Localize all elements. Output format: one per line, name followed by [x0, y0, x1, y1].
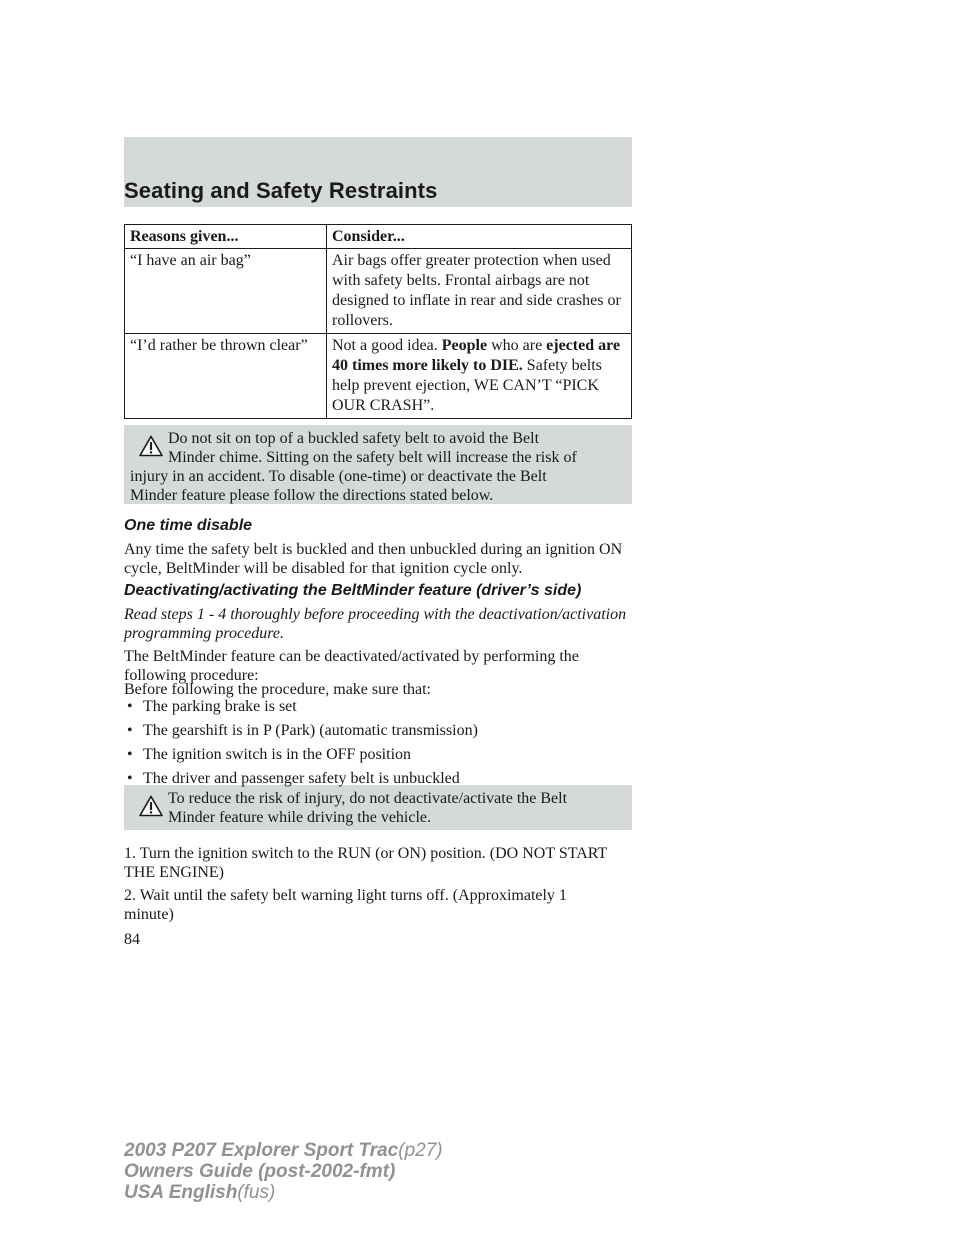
footer-line: USA English [124, 1182, 238, 1203]
list-item-text: The ignition switch is in the OFF position [143, 746, 412, 763]
footer-line: Owners Guide (post-2002-fmt) [124, 1161, 396, 1182]
consider-text: who are [487, 337, 547, 354]
bullet-glyph: • [127, 746, 133, 763]
warning-triangle-icon [139, 435, 163, 457]
warning-triangle-icon [139, 795, 163, 817]
consider-emphasis: ejected are 40 times more likely to DIE. [332, 337, 621, 374]
reasons-table [124, 224, 632, 419]
warning-line: Minder chime. Sitting on the safety belt will increase the risk of [168, 449, 577, 466]
warning-text [124, 429, 632, 505]
warning-line: injury in an accident. To disable (one-time) or deactivate the Belt [130, 468, 547, 485]
list-item [127, 721, 478, 740]
bullet-glyph: • [127, 722, 133, 739]
heading-deactivating: Deactivating/activating the BeltMinder feature (driver’s side) [124, 582, 582, 599]
consider-text: Safety belts help prevent ejection, WE CAN’T “PICK OUR CRASH”. [332, 357, 602, 414]
warning-line: To reduce the risk of injury, do not deactivate/activate the Belt [168, 790, 568, 807]
table-row [125, 249, 632, 334]
list-item-text: The parking brake is set [143, 698, 297, 715]
paragraph-procedure: The BeltMinder feature can be deactivated/activated by performing the following procedure: [124, 648, 579, 684]
step-item: 1. Turn the ignition switch to the RUN (or ON) position. (DO NOT START THE ENGINE) [124, 845, 607, 881]
warning-line: Minder feature please follow the directions stated below. [130, 487, 494, 504]
table-header-reasons: Reasons given... [125, 225, 327, 249]
footer-code: (p27) [398, 1140, 443, 1161]
list-item-text: The gearshift is in P (Park) (automatic transmission) [143, 722, 478, 739]
heading-one-time-disable: One time disable [124, 517, 253, 534]
list-item [127, 745, 411, 764]
page-number: 84 [124, 931, 140, 948]
footer-line: 2003 P207 Explorer Sport Trac [124, 1140, 399, 1161]
table-cell-consider [327, 334, 632, 419]
warning-text [124, 789, 632, 827]
step-item: 2. Wait until the safety belt warning light turns off. (Approximately 1 minute) [124, 887, 567, 923]
section-title: Seating and Safety Restraints [124, 178, 438, 203]
table-header-consider: Consider... [327, 225, 632, 249]
table-header-row [125, 225, 632, 249]
consider-text: Not a good idea. [332, 337, 442, 354]
list-item [127, 769, 460, 788]
paragraph-one-time-disable: Any time the safety belt is buckled and then unbuckled during an ignition ON cycle, BeltMinder will be disabled for that ignition cycle only. [124, 541, 623, 577]
bullet-glyph: • [127, 770, 133, 787]
warning-box-driving [124, 785, 632, 830]
list-item-text: The driver and passenger safety belt is unbuckled [143, 770, 460, 787]
footer-code: (fus) [237, 1182, 276, 1203]
consider-emphasis: People [441, 337, 488, 354]
warning-line: Minder feature while driving the vehicle. [168, 809, 432, 826]
table-row [125, 334, 632, 419]
table-cell-consider: Air bags offer greater protection when used with safety belts. Frontal airbags are not designed to inflate in rear and side crashes or rollovers. [327, 249, 632, 334]
warning-line: Do not sit on top of a buckled safety belt to avoid the Belt [168, 430, 540, 447]
table-cell-reason: “I’d rather be thrown clear” [125, 334, 327, 419]
list-item [127, 697, 297, 716]
warning-box-belt-minder [124, 425, 632, 504]
paragraph-make-sure: Before following the procedure, make sure that: [124, 681, 431, 698]
paragraph-read-steps: Read steps 1 - 4 thoroughly before proceeding with the deactivation/activation programming procedure. [124, 606, 627, 642]
bullet-glyph: • [127, 698, 133, 715]
document-footer [124, 1140, 443, 1203]
table-cell-reason: “I have an air bag” [125, 249, 327, 334]
